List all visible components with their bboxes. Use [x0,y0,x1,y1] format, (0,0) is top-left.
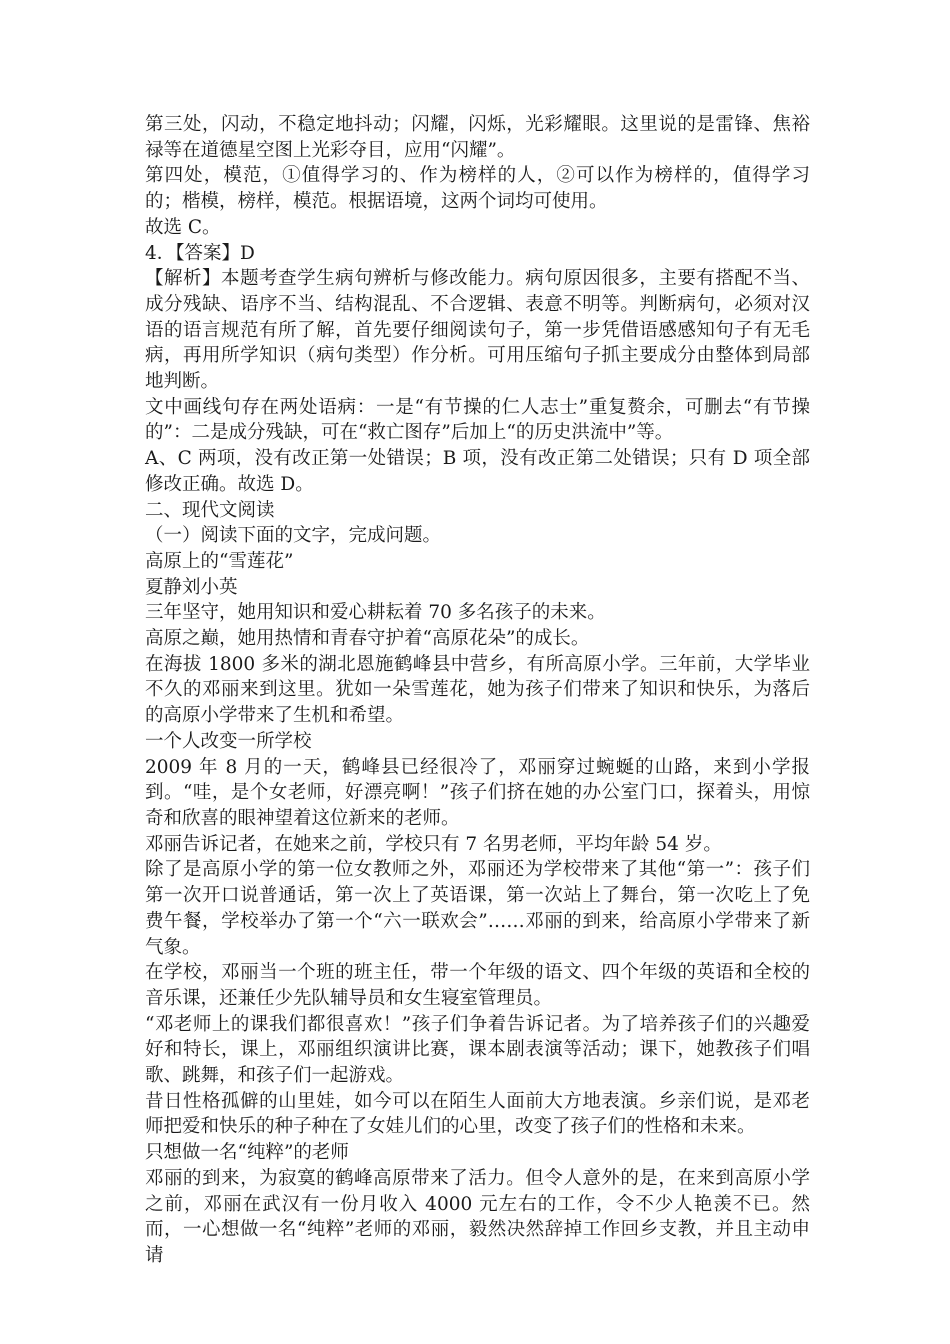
article-paragraph: 邓丽告诉记者，在她来之前，学校只有 7 名男老师，平均年龄 54 岁。 [145,833,722,855]
article-paragraph: 三年坚守，她用知识和爱心耕耘着 70 多名孩子的未来。 [145,602,606,624]
article-paragraph: 在学校，邓丽当一个班的班主任，带一个年级的语文、四个年级的英语和全校的音乐课，还兼任少先队辅导员和女生寝室管理员。 [145,962,810,1009]
article-subheading: 只想做一名“纯粹”的老师 [145,1142,349,1164]
article-paragraph: 昔日性格孤僻的山里娃，如今可以在陌生人面前大方地表演。乡亲们说，是邓老师把爱和快乐的种子种在了女娃儿们的心里，改变了孩子们的性格和未来。 [145,1090,810,1138]
paragraph-item-3-analysis-3: 第三处，闪动，不稳定地抖动；闪耀，闪烁，光彩耀眼。这里说的是雷锋、焦裕禄等在道德星空图上光彩夺目，应用“闪耀”。 [145,114,810,161]
article-paragraph: “邓老师上的课我们都很喜欢！”孩子们争着告诉记者。为了培养孩子们的兴趣爱好和特长，课上，邓丽组织演讲比赛，课本剧表演等活动；课下，她教孩子们唱歌、跳舞，和孩子们一起游戏。 [145,1013,810,1087]
article-paragraph: 除了是高原小学的第一位女教师之外，邓丽还为学校带来了其他“第一”：孩子们第一次开口说普通话，第一次上了英语课，第一次站上了舞台，第一次吃上了免费午餐，学校举办了第一个“六一联欢会”……邓丽的到来，给高原小学带来了新气象。 [145,859,810,958]
paragraph-item-3-analysis-4: 第四处，模范，①值得学习的、作为榜样的人，②可以作为榜样的，值得学习的；楷模，榜样，模范。根据语境，这两个词均可使用。 [145,165,810,213]
paragraph-item-3-conclusion: 故选 C。 [145,216,221,238]
paragraph-item-4-analysis: 【解析】本题考查学生病句辨析与修改能力。病句原因很多，主要有搭配不当、成分残缺、语序不当、结构混乱、不合逻辑、表意不明等。判断病句，必须对汉语的语言规范有所了解，首先要仔细阅读句子，第一步凭借语感感知句子有无毛病，再用所学知识（病句类型）作分析。可用压缩句子抓主要成分由整体到局部地判断。 [145,268,810,393]
section-heading: 二、现代文阅读 [145,499,275,521]
article-paragraph: 2009 年 8 月的一天，鹤峰县已经很冷了，邓丽穿过蜿蜒的山路，来到小学报到。“哇，是个女老师，好漂亮啊！”孩子们挤在她的办公室门口，探着头，用惊奇和欣喜的眼神望着这位新来的老师。 [145,756,810,829]
article-paragraph: 在海拔 1800 多米的湖北恩施鹤峰县中营乡，有所高原小学。三年前，大学毕业不久的邓丽来到这里。犹如一朵雪莲花，她为孩子们带来了知识和快乐，为落后的高原小学带来了生机和希望。 [145,653,810,727]
paragraph-item-4-errors: 文中画线句存在两处语病：一是“有节操的仁人志士”重复赘余，可删去“有节操的”：二是成分残缺，可在“救亡图存”后加上“的历史洪流中”等。 [145,396,810,444]
paragraph-item-4-answer: 4．【答案】D [145,242,255,264]
article-title: 高原上的“雪莲花” [145,550,294,572]
article-authors: 夏静刘小英 [145,576,238,598]
subsection-heading: （一）阅读下面的文字，完成问题。 [145,525,442,547]
article-paragraph: 邓丽的到来，为寂寞的鹤峰高原带来了活力。但令人意外的是，在来到高原小学之前，邓丽在武汉有一份月收入 4000 元左右的工作，令不少人艳羡不已。然而，一心想做一名“纯粹”老师的邓丽，毅然决然辞掉工作回乡支教，并且主动申请 [145,1167,810,1266]
article-paragraph: 高原之巅，她用热情和青春守护着“高原花朵”的成长。 [145,628,590,650]
document-page [145,112,810,1269]
paragraph-item-4-conclusion: A、C 两项，没有改正第一处错误；B 项，没有改正第二处错误；只有 D 项全部修改正确。故选 D。 [145,448,810,495]
article-subheading: 一个人改变一所学校 [145,730,312,752]
